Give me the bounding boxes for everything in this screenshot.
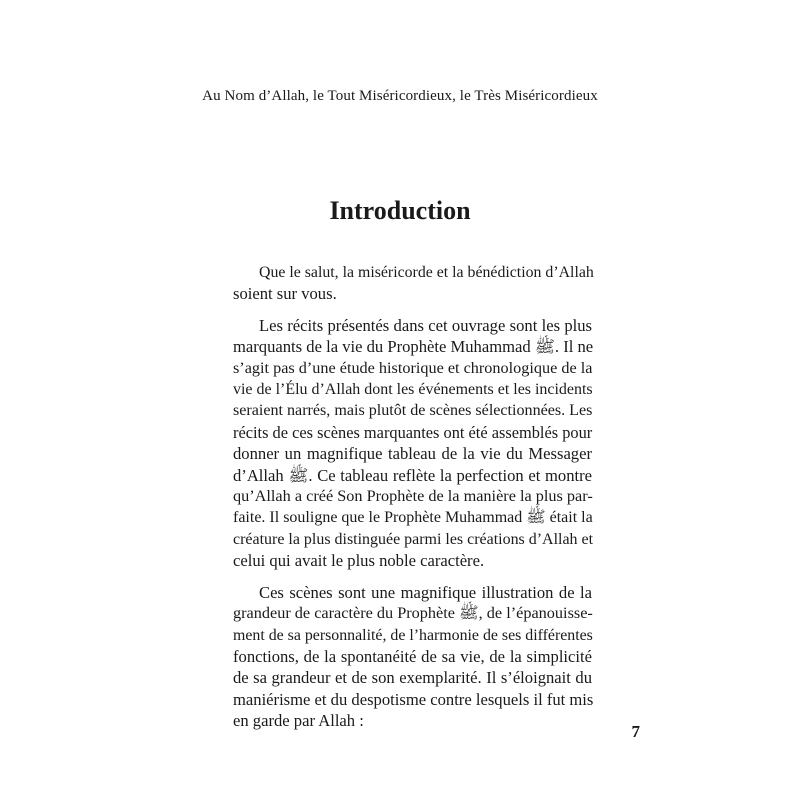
text-line: Que le salut, la miséricorde et la bénédiction d’Allah [259,264,594,281]
text-line: fonctions, de la spontanéité de sa vie, de la simplicité [233,646,592,666]
text-line: d’Allah ﷺ. Ce tableau reflète la perfection et montre [233,465,592,485]
text-line: soient sur vous. [233,284,337,304]
paragraph-1 [207,262,592,305]
text-line: maniérisme et du despotisme contre lesquels il fut mis [233,689,594,709]
text-line: Les récits présentés dans cet ouvrage sont les plus [259,315,592,335]
body-text [207,262,592,742]
paragraph-3 [207,582,592,732]
text-line: Ces scènes sont une magnifique illustration de la [259,582,592,602]
text-line: marquants de la vie du Prophète Muhammad ﷺ. Il ne [233,337,594,357]
text-line: qu’Allah a créé Son Prophète de la manière la plus par- [233,487,593,506]
page-number: 7 [631,722,640,741]
text-line: ment de sa personnalité, de l’harmonie de ses différentes [233,626,593,644]
text-line: seraient narrés, mais plutôt de scènes sélectionnées. Les [233,402,593,420]
text-line: grandeur de caractère du Prophète ﷺ, de l’épanouisse- [233,604,593,623]
text-line: donner un magnifique tableau de la vie du Messager [233,444,592,464]
text-line: de sa grandeur et de son exemplarité. Il s’éloignait du [233,668,592,688]
text-line: s’agit pas d’une étude historique et chronologique de la [233,358,593,377]
text-line: récits de ces scènes marquantes ont été assemblés pour [233,422,593,442]
paragraph-2 [207,315,592,572]
basmala-header: Au Nom d’Allah, le Tout Miséricordieux, le Très Miséricordieux [202,88,598,104]
text-line: en garde par Allah : [233,711,364,731]
text-line: créature la plus distinguée parmi les créations d’Allah et [233,530,594,548]
chapter-title: Introduction [329,196,471,225]
text-line: celui qui avait le plus noble caractère. [233,551,485,571]
text-line: vie de l’Élu d’Allah dont les événements et les incidents [233,381,593,399]
text-line: faite. Il souligne que le Prophète Muhammad ﷺ était la [233,509,593,527]
